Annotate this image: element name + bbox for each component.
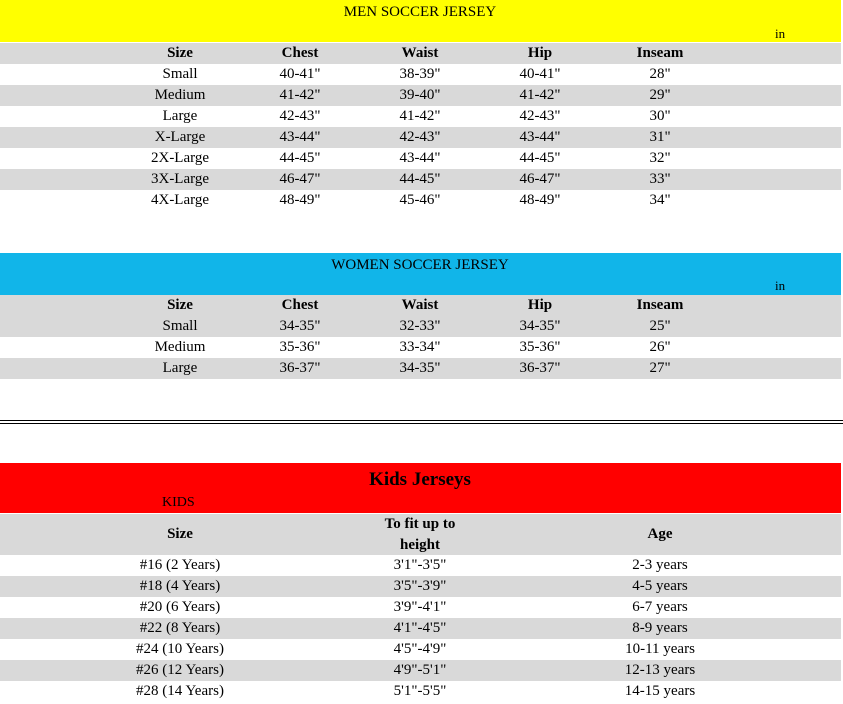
kids-cell-height: 4'9"-5'1" xyxy=(393,662,447,678)
men-cell-inseam: 28" xyxy=(649,66,671,82)
women-cell-size: Medium xyxy=(154,339,206,355)
men-cell-size: 4X-Large xyxy=(150,192,210,208)
kids-cell-height: 3'9"-4'1" xyxy=(393,599,447,615)
men-cell-waist: 39-40" xyxy=(399,87,441,103)
women-header-size: Size xyxy=(167,297,193,313)
kids-cell-age: 12-13 years xyxy=(624,662,696,678)
men-cell-inseam: 29" xyxy=(649,87,671,103)
men-cell-hip: 48-49" xyxy=(519,192,561,208)
men-cell-waist: 44-45" xyxy=(399,171,441,187)
kids-cell-height: 3'1"-3'5" xyxy=(393,557,447,573)
men-cell-size: Large xyxy=(162,108,198,124)
men-cell-waist: 43-44" xyxy=(399,150,441,166)
kids-cell-size: #22 (8 Years) xyxy=(139,620,221,636)
women-header-inseam: Inseam xyxy=(636,297,684,313)
kids-cell-size: #28 (14 Years) xyxy=(136,683,224,699)
men-cell-size: X-Large xyxy=(154,129,206,145)
men-cell-hip: 44-45" xyxy=(519,150,561,166)
kids-cell-size: #24 (10 Years) xyxy=(136,641,224,657)
kids-cell-size: #26 (12 Years) xyxy=(136,662,224,678)
men-cell-inseam: 31" xyxy=(649,129,671,145)
kids-header-height-line2: height xyxy=(399,537,440,553)
women-cell-waist: 33-34" xyxy=(399,339,441,355)
kids-cell-age: 14-15 years xyxy=(624,683,696,699)
men-cell-inseam: 33" xyxy=(649,171,671,187)
men-cell-inseam: 32" xyxy=(649,150,671,166)
kids-cell-height: 3'5"-3'9" xyxy=(393,578,447,594)
men-cell-chest: 44-45" xyxy=(279,150,321,166)
women-cell-chest: 35-36" xyxy=(279,339,321,355)
women-header-waist: Waist xyxy=(401,297,439,313)
section-divider xyxy=(0,420,843,421)
kids-cell-size: #18 (4 Years) xyxy=(139,578,221,594)
men-cell-inseam: 34" xyxy=(649,192,671,208)
kids-cell-age: 8-9 years xyxy=(632,620,688,636)
men-header-inseam: Inseam xyxy=(636,45,684,61)
women-cell-hip: 35-36" xyxy=(519,339,561,355)
men-cell-size: 2X-Large xyxy=(150,150,210,166)
men-cell-waist: 45-46" xyxy=(399,192,441,208)
kids-header-height-line1: To fit up to xyxy=(384,516,456,532)
men-cell-chest: 46-47" xyxy=(279,171,321,187)
women-cell-size: Large xyxy=(162,360,198,376)
men-cell-chest: 42-43" xyxy=(279,108,321,124)
men-cell-waist: 38-39" xyxy=(399,66,441,82)
kids-cell-height: 5'1"-5'5" xyxy=(393,683,447,699)
women-cell-inseam: 25" xyxy=(649,318,671,334)
kids-cell-age: 10-11 years xyxy=(625,641,695,657)
men-header-chest: Chest xyxy=(281,45,319,61)
kids-cell-size: #16 (2 Years) xyxy=(139,557,221,573)
men-unit-label: in xyxy=(775,26,786,41)
women-unit-label: in xyxy=(775,278,786,293)
kids-cell-height: 4'1"-4'5" xyxy=(393,620,447,636)
men-cell-chest: 48-49" xyxy=(279,192,321,208)
women-cell-hip: 34-35" xyxy=(519,318,561,334)
men-cell-size: Small xyxy=(162,66,198,82)
men-cell-chest: 43-44" xyxy=(279,129,321,145)
men-cell-chest: 40-41" xyxy=(279,66,321,82)
men-cell-hip: 40-41" xyxy=(519,66,561,82)
men-cell-hip: 43-44" xyxy=(519,129,561,145)
kids-subtitle: KIDS xyxy=(162,495,195,510)
men-cell-waist: 42-43" xyxy=(399,129,441,145)
kids-cell-age: 2-3 years xyxy=(632,557,688,573)
kids-header-age: Age xyxy=(647,526,673,542)
women-cell-size: Small xyxy=(162,318,198,334)
women-table-title: WOMEN SOCCER JERSEY xyxy=(331,257,509,273)
men-header-waist: Waist xyxy=(401,45,439,61)
women-cell-waist: 32-33" xyxy=(399,318,441,334)
men-cell-size: 3X-Large xyxy=(150,171,210,187)
kids-cell-age: 4-5 years xyxy=(632,578,688,594)
kids-cell-age: 6-7 years xyxy=(632,599,688,615)
kids-header-size: Size xyxy=(167,526,193,542)
men-cell-waist: 41-42" xyxy=(399,108,441,124)
women-cell-inseam: 27" xyxy=(649,360,671,376)
women-cell-waist: 34-35" xyxy=(399,360,441,376)
men-cell-inseam: 30" xyxy=(649,108,671,124)
men-header-hip: Hip xyxy=(527,45,553,61)
men-header-size: Size xyxy=(167,45,193,61)
men-cell-chest: 41-42" xyxy=(279,87,321,103)
kids-table-title: Kids Jerseys xyxy=(369,469,471,490)
women-cell-inseam: 26" xyxy=(649,339,671,355)
men-cell-hip: 46-47" xyxy=(519,171,561,187)
men-cell-size: Medium xyxy=(154,87,206,103)
women-cell-hip: 36-37" xyxy=(519,360,561,376)
women-cell-chest: 36-37" xyxy=(279,360,321,376)
men-table-title: MEN SOCCER JERSEY xyxy=(343,4,497,20)
kids-cell-size: #20 (6 Years) xyxy=(139,599,221,615)
women-header-hip: Hip xyxy=(527,297,553,313)
women-cell-chest: 34-35" xyxy=(279,318,321,334)
kids-cell-height: 4'5"-4'9" xyxy=(393,641,447,657)
women-header-chest: Chest xyxy=(281,297,319,313)
men-cell-hip: 41-42" xyxy=(519,87,561,103)
men-cell-hip: 42-43" xyxy=(519,108,561,124)
section-divider xyxy=(0,423,843,424)
